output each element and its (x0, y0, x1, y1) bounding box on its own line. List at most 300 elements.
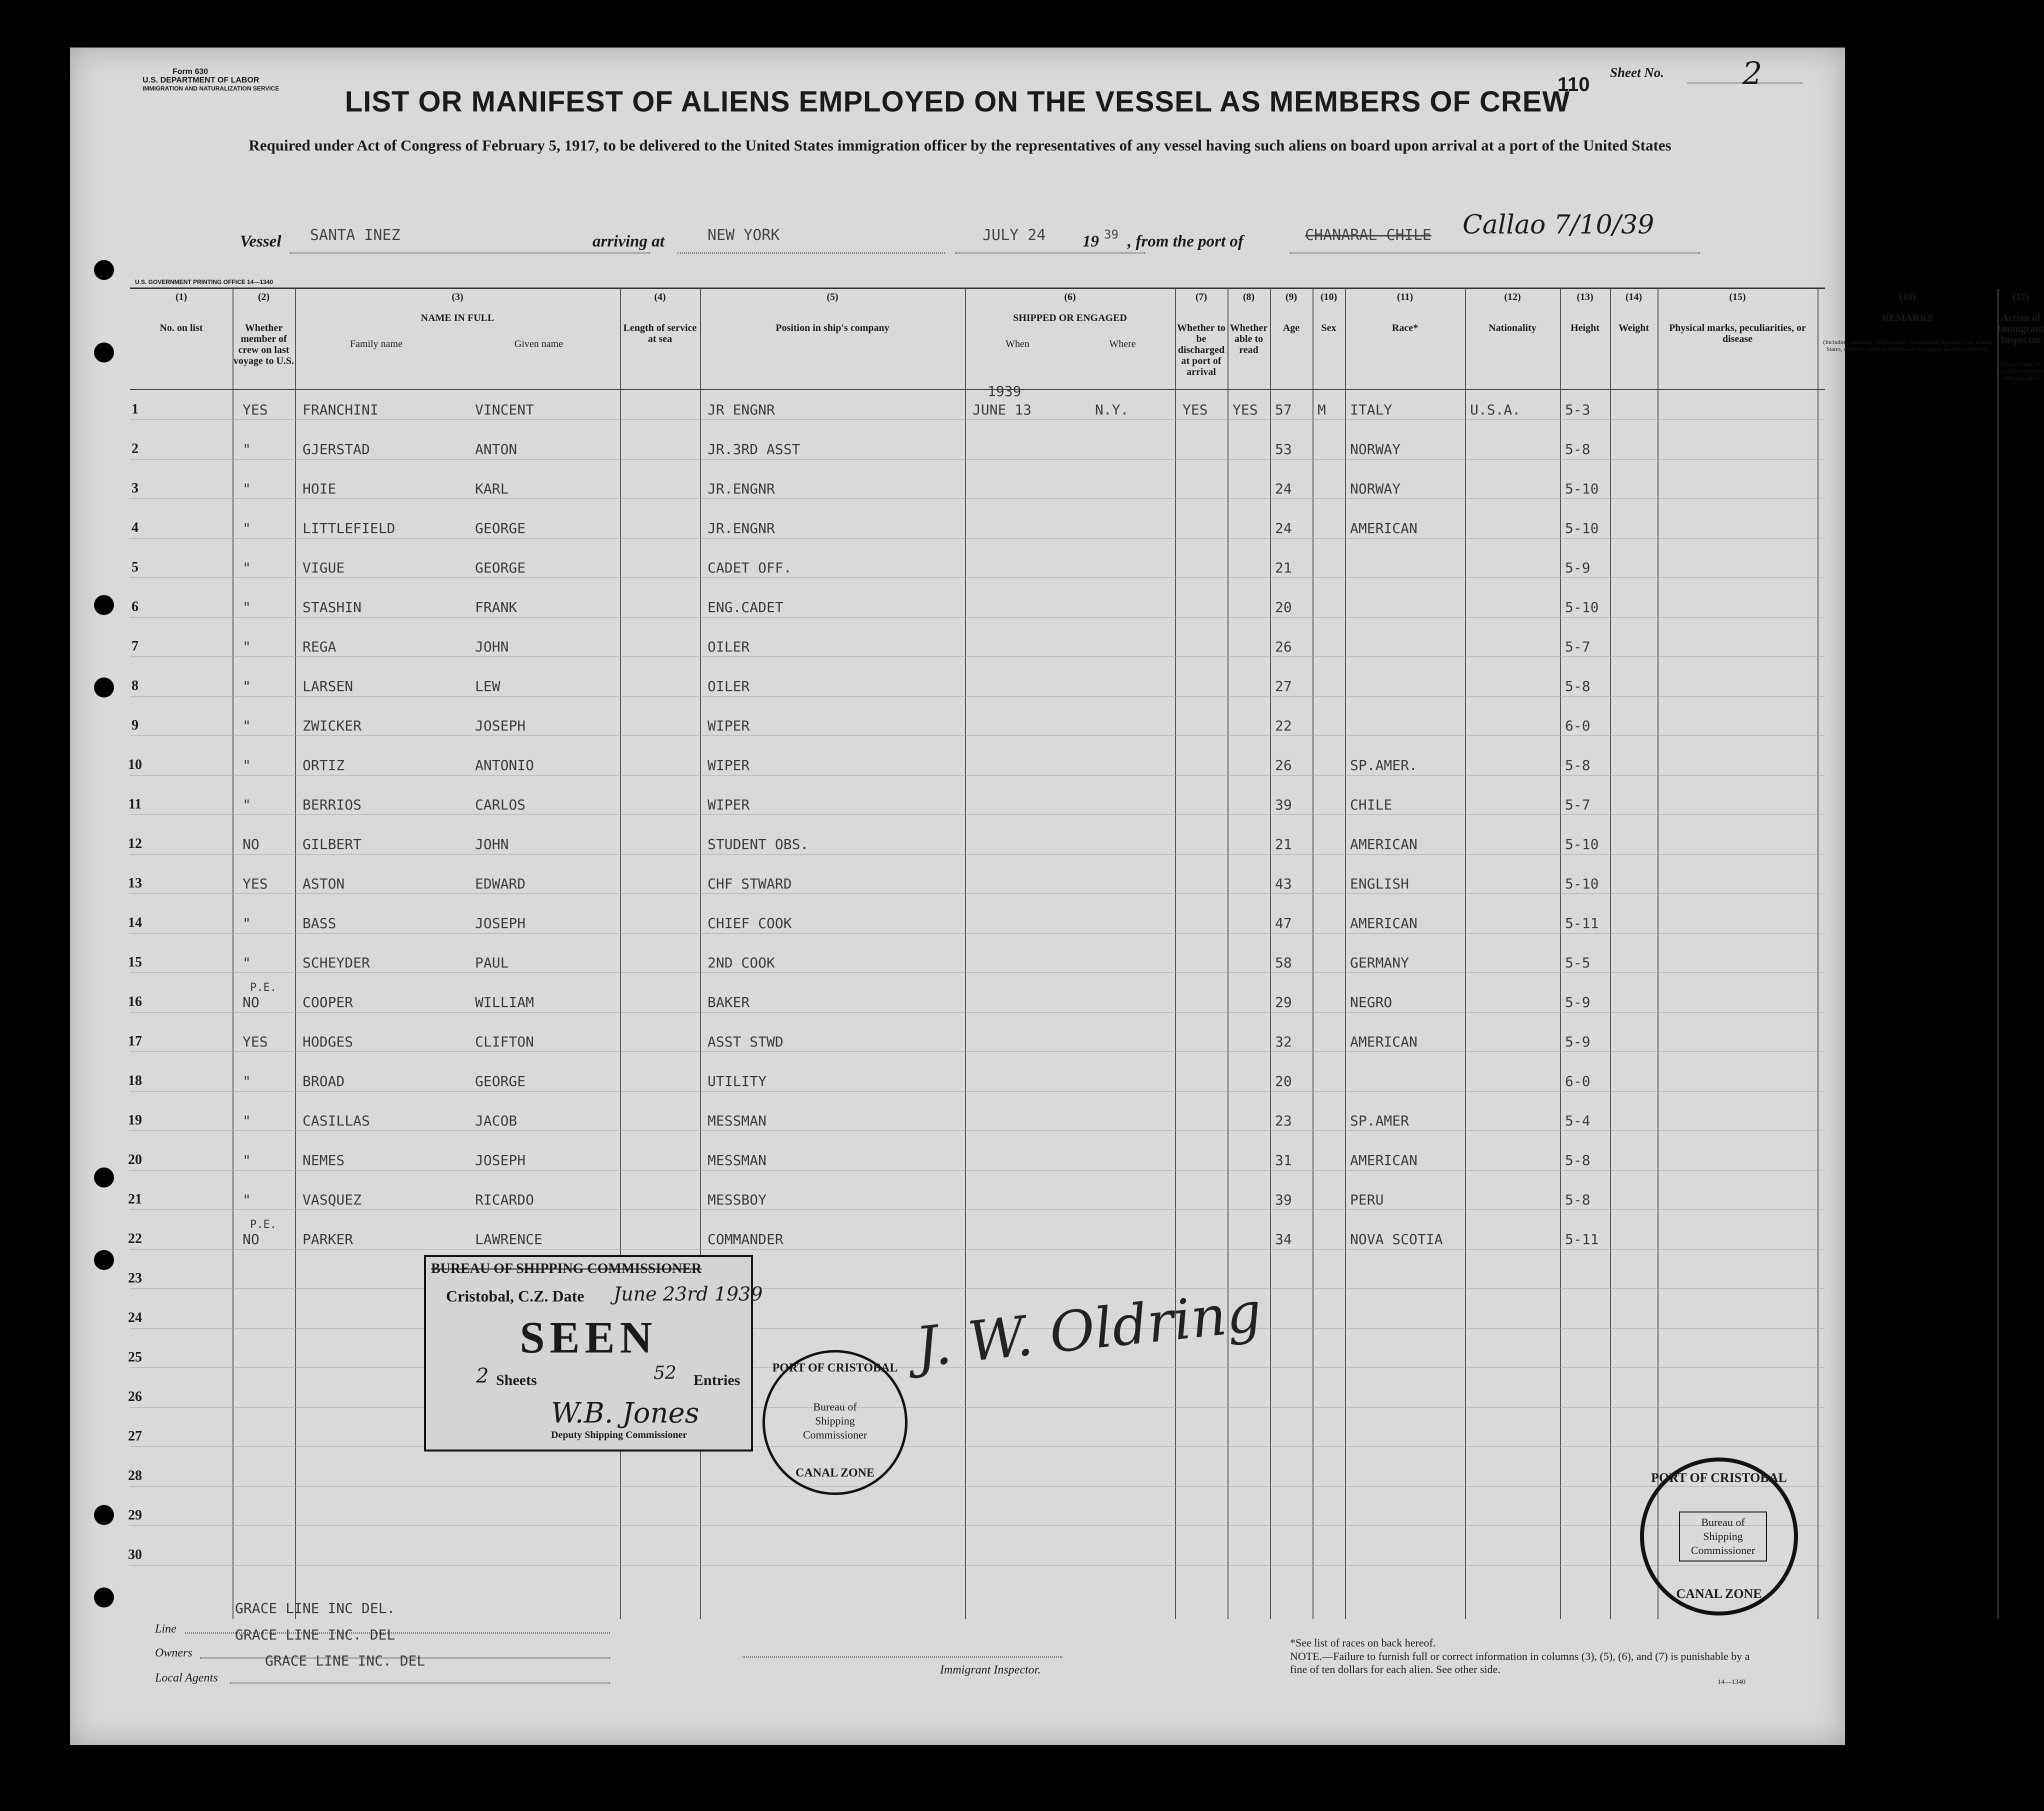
sheet-number: 2 (1742, 55, 1762, 92)
races-note: *See list of races on back hereof. (1290, 1636, 1436, 1649)
arriving-label: arriving at (592, 232, 664, 250)
cell-position: JR.ENGNR (708, 480, 775, 497)
port-stamp-right (1640, 1458, 1798, 1616)
cell-family: LARSEN (302, 678, 354, 694)
column-label: NAME IN FULL (420, 312, 494, 324)
row-divider (130, 617, 1825, 618)
cell-family: HODGES (302, 1034, 354, 1050)
cell-prev: " (242, 599, 251, 616)
cell-position: JR.ENGNR (708, 520, 775, 536)
from-label: , from the port of (1128, 232, 1244, 250)
cell-no: 16 (128, 994, 142, 1010)
cell-prev: " (242, 520, 251, 536)
cell-age: 26 (1275, 638, 1292, 655)
cell-given: JOHN (475, 836, 509, 852)
empty-row-number: 23 (128, 1270, 142, 1286)
column-header (1610, 292, 1658, 334)
cell-height: 5-10 (1565, 836, 1599, 852)
cell-height: 5-3 (1565, 402, 1590, 418)
cell-race: ENGLISH (1350, 876, 1410, 892)
column-header (1998, 292, 2044, 382)
cell-prev-note: P.E. (250, 982, 276, 994)
column-number: (16) (1899, 292, 1916, 302)
cell-prev: " (242, 954, 251, 971)
inspector-label: Immigrant Inspector. (940, 1664, 1041, 1676)
cell-height: 5-9 (1565, 1034, 1590, 1050)
shipped-year: 1939 (988, 383, 1022, 400)
cell-given: KARL (475, 480, 509, 497)
row-divider (130, 972, 1825, 973)
cell-no: 19 (128, 1112, 142, 1128)
row-divider (130, 498, 1825, 499)
cell-race: AMERICAN (1350, 915, 1418, 932)
cell-height: 5-7 (1565, 796, 1590, 813)
column-label: Whether member of crew on last voyage to U.S. (233, 322, 294, 366)
column-divider (295, 289, 296, 1619)
cell-position: CHIEF COOK (708, 915, 792, 932)
cell-family: REGA (302, 638, 336, 655)
cell-position: ENG.CADET (708, 599, 784, 616)
stamp-signature: W.B. Jones (551, 1397, 700, 1430)
row-divider (130, 814, 1825, 815)
crew-table (128, 288, 2044, 1619)
service-name: IMMIGRATION AND NATURALIZATION SERVICE (142, 85, 280, 92)
column-number: (7) (1195, 292, 1208, 302)
column-divider (1560, 289, 1561, 1619)
column-number: (13) (1576, 292, 1594, 302)
cell-height: 5-8 (1565, 1152, 1590, 1168)
cell-race: NEGRO (1350, 994, 1392, 1010)
column-divider (965, 289, 966, 1619)
cell-age: 43 (1275, 876, 1292, 892)
cell-position: STUDENT OBS. (708, 836, 809, 852)
cell-height: 5-7 (1565, 638, 1590, 655)
cell-no: 1 (132, 402, 138, 417)
column-header (1228, 292, 1270, 356)
column-label: Length of service at sea (623, 322, 697, 344)
department-name: U.S. DEPARTMENT OF LABOR (142, 76, 260, 84)
cell-age: 31 (1275, 1152, 1292, 1168)
cell-prev: NO (242, 1231, 260, 1248)
port-stamp-right-inner: Bureau of Shipping Commissioner (1679, 1512, 1767, 1562)
row-divider (130, 775, 1825, 776)
column-divider (1312, 289, 1314, 1619)
cell-race: PERU (1350, 1192, 1384, 1208)
column-number: (10) (1320, 292, 1338, 302)
cell-height: 5-10 (1565, 876, 1599, 892)
cell-age: 29 (1275, 994, 1292, 1010)
cell-race: NORWAY (1350, 441, 1401, 458)
cell-read: YES (1232, 402, 1258, 418)
cell-age: 39 (1275, 796, 1292, 813)
column-number: (17) (2012, 292, 2030, 302)
cell-height: 6-0 (1565, 1073, 1590, 1090)
cell-family: ZWICKER (302, 718, 362, 734)
cell-given: FRANK (475, 599, 518, 616)
cell-family: HOIE (302, 480, 336, 497)
cell-age: 23 (1275, 1112, 1292, 1129)
row-divider (130, 1407, 1825, 1408)
cell-given: LEW (475, 678, 500, 694)
binder-hole (94, 1505, 114, 1525)
cell-age: 20 (1275, 1073, 1292, 1090)
cell-given: JOHN (475, 638, 509, 655)
page-subtitle: Required under Act of Congress of February 5, 1917, to be delivered to the United States immigration officer by the representatives of any vessel having such aliens on board upon arrival at a port of the United States (248, 136, 1672, 154)
row-divider (130, 1091, 1825, 1092)
column-header (1270, 292, 1312, 334)
cell-position: CHF STWARD (708, 876, 792, 892)
cell-family: STASHIN (302, 599, 362, 616)
cell-age: 24 (1275, 480, 1292, 497)
owners-value: GRACE LINE INC. DEL (235, 1626, 396, 1643)
agents-label: Local Agents (155, 1672, 218, 1684)
column-header (1560, 292, 1610, 334)
binder-hole (38, 1510, 52, 1525)
stamp-seen: SEEN (520, 1313, 658, 1362)
cell-prev: YES (242, 1034, 268, 1050)
stamp-place: Cristobal, C.Z. Date (446, 1287, 584, 1305)
cell-height: 5-8 (1565, 1192, 1590, 1208)
cell-race: SP.AMER. (1350, 757, 1418, 774)
column-sublabel: (Including statement whether alien ever ordered deported from United States, and if so, whether permission to re-apply has been obtained) (1823, 338, 1992, 352)
cell-no: 21 (128, 1192, 142, 1207)
empty-row-number: 28 (128, 1468, 142, 1484)
cell-family: BASS (302, 915, 336, 932)
cell-age: 21 (1275, 836, 1292, 852)
column-number: (4) (654, 292, 666, 302)
column-label: Whether to be discharged at port of arrival (1177, 322, 1226, 378)
cell-race: AMERICAN (1350, 836, 1418, 852)
cell-prev: YES (242, 402, 268, 418)
year-prefix: 19 (1082, 232, 1099, 250)
cell-no: 6 (132, 599, 138, 614)
column-sublabel: When (1006, 338, 1030, 350)
cell-height: 5-9 (1565, 560, 1590, 576)
cell-discharged: YES (1182, 402, 1208, 418)
cell-prev: " (242, 915, 251, 932)
fine-note: NOTE.—Failure to furnish full or correct information in columns (3), (5), (6), and (7) is punishable by a fine of ten dollars for each alien. See other side. (1290, 1650, 1750, 1676)
cell-prev: " (242, 1112, 251, 1129)
binder-hole (94, 342, 114, 362)
cell-height: 5-8 (1565, 678, 1590, 694)
column-sublabel: Family name (350, 338, 402, 350)
empty-row-number: 29 (128, 1508, 142, 1523)
cell-no: 12 (128, 836, 142, 852)
column-label: Whether able to read (1230, 322, 1268, 356)
cell-race: CHILE (1350, 796, 1392, 813)
row-divider (130, 1288, 1825, 1289)
cell-position: UTILITY (708, 1073, 767, 1090)
column-header (1312, 292, 1345, 334)
cell-position: MESSMAN (708, 1152, 767, 1168)
binder-hole (94, 260, 114, 280)
cell-no: 11 (128, 796, 142, 812)
cell-given: CLIFTON (475, 1034, 534, 1050)
binder-hole (94, 1250, 114, 1270)
empty-row-number: 25 (128, 1350, 142, 1365)
cell-age: 32 (1275, 1034, 1292, 1050)
cell-age: 20 (1275, 599, 1292, 616)
cell-given: WILLIAM (475, 994, 534, 1010)
stamp-date: June 23rd 1939 (614, 1283, 763, 1305)
port-stamp-left-inner: Bureau of Shipping Commissioner (802, 1400, 868, 1441)
cell-given: PAUL (475, 954, 509, 971)
cell-age: 39 (1275, 1192, 1292, 1208)
row-divider (130, 1130, 1825, 1131)
cell-position: BAKER (708, 994, 750, 1010)
cell-prev: NO (242, 994, 260, 1010)
cell-given: GEORGE (475, 560, 526, 576)
cell-no: 5 (132, 560, 138, 575)
cell-given: JOSEPH (475, 1152, 526, 1168)
column-label: Physical marks, peculiarities, or disease (1669, 322, 1806, 344)
cell-no: 17 (128, 1034, 142, 1049)
cell-position: OILER (708, 678, 750, 694)
cell-where: N.Y. (1095, 402, 1129, 418)
cell-when: JUNE 13 (972, 402, 1032, 418)
binder-hole (94, 1168, 114, 1188)
empty-row-number: 26 (128, 1389, 142, 1404)
sheet-label: Sheet No. (1610, 65, 1664, 80)
cell-family: COOPER (302, 994, 354, 1010)
column-sublabel: (This column for use of Government officials only) (1998, 360, 2044, 382)
stamp-sheets-value: 2 (476, 1364, 489, 1388)
cell-position: COMMANDER (708, 1231, 784, 1248)
cell-position: 2ND COOK (708, 954, 775, 971)
from-port-handwritten: Callao 7/10/39 (1462, 210, 1654, 240)
cell-given: ANTON (475, 441, 518, 458)
cell-family: GJERSTAD (302, 441, 370, 458)
line-label: Line (155, 1622, 176, 1636)
column-label: Nationality (1488, 322, 1536, 334)
owners-label: Owners (155, 1646, 192, 1660)
agents-value: GRACE LINE INC. DEL (265, 1652, 426, 1669)
cell-family: ASTON (302, 876, 345, 892)
column-header (620, 292, 700, 344)
port-stamp-right-bottom: CANAL ZONE (1676, 1586, 1762, 1601)
cell-prev: " (242, 1192, 251, 1208)
column-header (1465, 292, 1560, 334)
cell-position: WIPER (708, 718, 750, 734)
cell-age: 22 (1275, 718, 1292, 734)
stamp-sheets-label: Sheets (496, 1372, 537, 1388)
cell-no: 22 (128, 1231, 142, 1246)
row-divider (130, 1565, 1825, 1566)
binder-hole (94, 595, 114, 615)
column-number: (9) (1285, 292, 1298, 302)
cell-no: 7 (132, 638, 138, 654)
column-header (1345, 292, 1465, 334)
cell-sex: M (1318, 402, 1326, 418)
cell-age: 26 (1275, 757, 1292, 774)
header-divider (130, 389, 1825, 390)
cell-given: LAWRENCE (475, 1231, 542, 1248)
column-header (1175, 292, 1228, 378)
cell-no: 8 (132, 678, 138, 694)
column-label: REMARKS (1882, 312, 1934, 324)
cell-prev: " (242, 796, 251, 813)
arrival-date: JULY 24 (982, 226, 1046, 244)
printing-office-code: U.S. GOVERNMENT PRINTING OFFICE 14—1340 (135, 278, 274, 286)
column-sublabel: Where (1109, 338, 1136, 350)
column-number: (8) (1242, 292, 1255, 302)
cell-nationality: U.S.A. (1470, 402, 1521, 418)
cell-family: BROAD (302, 1073, 345, 1090)
cell-given: GEORGE (475, 1073, 526, 1090)
row-divider (130, 656, 1825, 657)
column-number: (3) (452, 292, 464, 302)
column-number: (6) (1064, 292, 1076, 302)
cell-no: 20 (128, 1152, 142, 1168)
cell-no: 3 (132, 480, 138, 496)
column-label: Action of Immigrant Inspector (1998, 312, 2044, 346)
cell-race: GERMANY (1350, 954, 1410, 971)
column-divider (1270, 289, 1271, 1619)
cell-prev: " (242, 757, 251, 774)
column-number: (11) (1396, 292, 1414, 302)
empty-row-number: 30 (128, 1547, 142, 1562)
cell-prev: NO (242, 836, 260, 852)
cell-given: GEORGE (475, 520, 526, 536)
cell-no: 10 (128, 757, 142, 772)
column-header (700, 292, 965, 334)
column-sublabel: Given name (514, 338, 564, 350)
column-divider (1610, 289, 1611, 1619)
binder-hole (94, 1588, 114, 1608)
empty-row-number: 24 (128, 1310, 142, 1326)
cell-position: WIPER (708, 796, 750, 813)
column-header (1818, 292, 1998, 352)
cell-given: VINCENT (475, 402, 534, 418)
cell-height: 5-8 (1565, 757, 1590, 774)
from-port-typed: CHANARAL CHILE (1305, 226, 1432, 244)
column-label: Race* (1392, 322, 1418, 334)
cell-height: 5-4 (1565, 1112, 1590, 1129)
officer-signature: J. W. Oldring (912, 1280, 1264, 1380)
stamp-role: Deputy Shipping Commissioner (551, 1430, 688, 1440)
cell-family: GILBERT (302, 836, 362, 852)
cell-age: 47 (1275, 915, 1292, 932)
cell-no: 9 (132, 718, 138, 733)
column-number: (1) (175, 292, 188, 302)
cell-no: 4 (132, 520, 138, 536)
port-stamp-right-top: PORT OF CRISTOBAL (1651, 1470, 1787, 1485)
cell-race: SP.AMER (1350, 1112, 1410, 1129)
cell-family: VIGUE (302, 560, 345, 576)
column-label: Position in ship's company (776, 322, 890, 334)
column-divider (1345, 289, 1346, 1619)
column-label: Age (1282, 322, 1300, 334)
cell-race: NORWAY (1350, 480, 1401, 497)
sequence-number: 110 (1558, 74, 1590, 96)
cell-race: AMERICAN (1350, 1034, 1418, 1050)
cell-height: 5-8 (1565, 441, 1590, 458)
column-number: (2) (258, 292, 270, 302)
cell-given: ANTONIO (475, 757, 534, 774)
cell-height: 5-9 (1565, 994, 1590, 1010)
cell-age: 24 (1275, 520, 1292, 536)
cell-no: 13 (128, 876, 142, 891)
cell-family: ORTIZ (302, 757, 345, 774)
cell-no: 18 (128, 1073, 142, 1088)
cell-given: RICARDO (475, 1192, 534, 1208)
cell-prev: " (242, 678, 251, 694)
cell-age: 34 (1275, 1231, 1292, 1248)
cell-family: PARKER (302, 1231, 354, 1248)
cell-family: LITTLEFIELD (302, 520, 396, 536)
column-divider (1465, 289, 1466, 1619)
cell-given: JOSEPH (475, 915, 526, 932)
cell-age: 27 (1275, 678, 1292, 694)
year-suffix: 39 (1104, 228, 1118, 242)
cell-position: CADET OFF. (708, 560, 792, 576)
column-number: (15) (1729, 292, 1746, 302)
cell-height: 5-10 (1565, 599, 1599, 616)
column-number: (12) (1504, 292, 1521, 302)
column-number: (5) (826, 292, 838, 302)
cell-age: 53 (1275, 441, 1292, 458)
column-label: Sex (1321, 322, 1336, 334)
column-divider (1175, 289, 1176, 1619)
cell-height: 5-11 (1565, 1231, 1599, 1248)
cell-given: CARLOS (475, 796, 526, 813)
row-divider (130, 459, 1825, 460)
stamp-bureau: BUREAU OF SHIPPING COMMISSIONER (431, 1261, 702, 1276)
column-header (232, 292, 295, 366)
cell-given: JOSEPH (475, 718, 526, 734)
cell-family: FRANCHINI (302, 402, 378, 418)
vessel-name: SANTA INEZ (310, 226, 400, 244)
cell-prev: " (242, 560, 251, 576)
cell-prev-note: P.E. (250, 1218, 276, 1231)
cell-prev: YES (242, 876, 268, 892)
row-divider (130, 933, 1825, 934)
cell-position: MESSBOY (708, 1192, 767, 1208)
cell-prev: " (242, 718, 251, 734)
cell-no: 15 (128, 954, 142, 970)
port-stamp-left (762, 1350, 908, 1495)
cell-position: JR.3RD ASST (708, 441, 800, 458)
column-label: SHIPPED OR ENGAGED (1013, 312, 1127, 324)
cell-age: 21 (1275, 560, 1292, 576)
arriving-at: NEW YORK (708, 226, 780, 244)
empty-row-number: 27 (128, 1428, 142, 1444)
row-divider (130, 1446, 1825, 1447)
column-divider (232, 289, 234, 1619)
port-stamp-left-bottom: CANAL ZONE (795, 1466, 875, 1480)
column-header (1658, 292, 1818, 344)
form-number: Form 630 (172, 68, 208, 76)
cell-family: SCHEYDER (302, 954, 370, 971)
cell-no: 14 (128, 915, 142, 930)
port-stamp-left-top: PORT OF CRISTOBAL (772, 1362, 898, 1374)
cell-height: 5-10 (1565, 520, 1599, 536)
cell-family: BERRIOS (302, 796, 362, 813)
cell-position: JR ENGNR (708, 402, 775, 418)
column-label: No. on list (160, 322, 203, 334)
cell-no: 2 (132, 441, 138, 456)
cell-race: AMERICAN (1350, 1152, 1418, 1168)
column-header (295, 292, 620, 350)
column-label: Height (1570, 322, 1600, 334)
cell-height: 5-10 (1565, 480, 1599, 497)
cell-prev: " (242, 1073, 251, 1090)
cell-position: WIPER (708, 757, 750, 774)
cell-family: CASILLAS (302, 1112, 370, 1129)
cell-position: OILER (708, 638, 750, 655)
cell-height: 6-0 (1565, 718, 1590, 734)
cell-given: JACOB (475, 1112, 518, 1129)
